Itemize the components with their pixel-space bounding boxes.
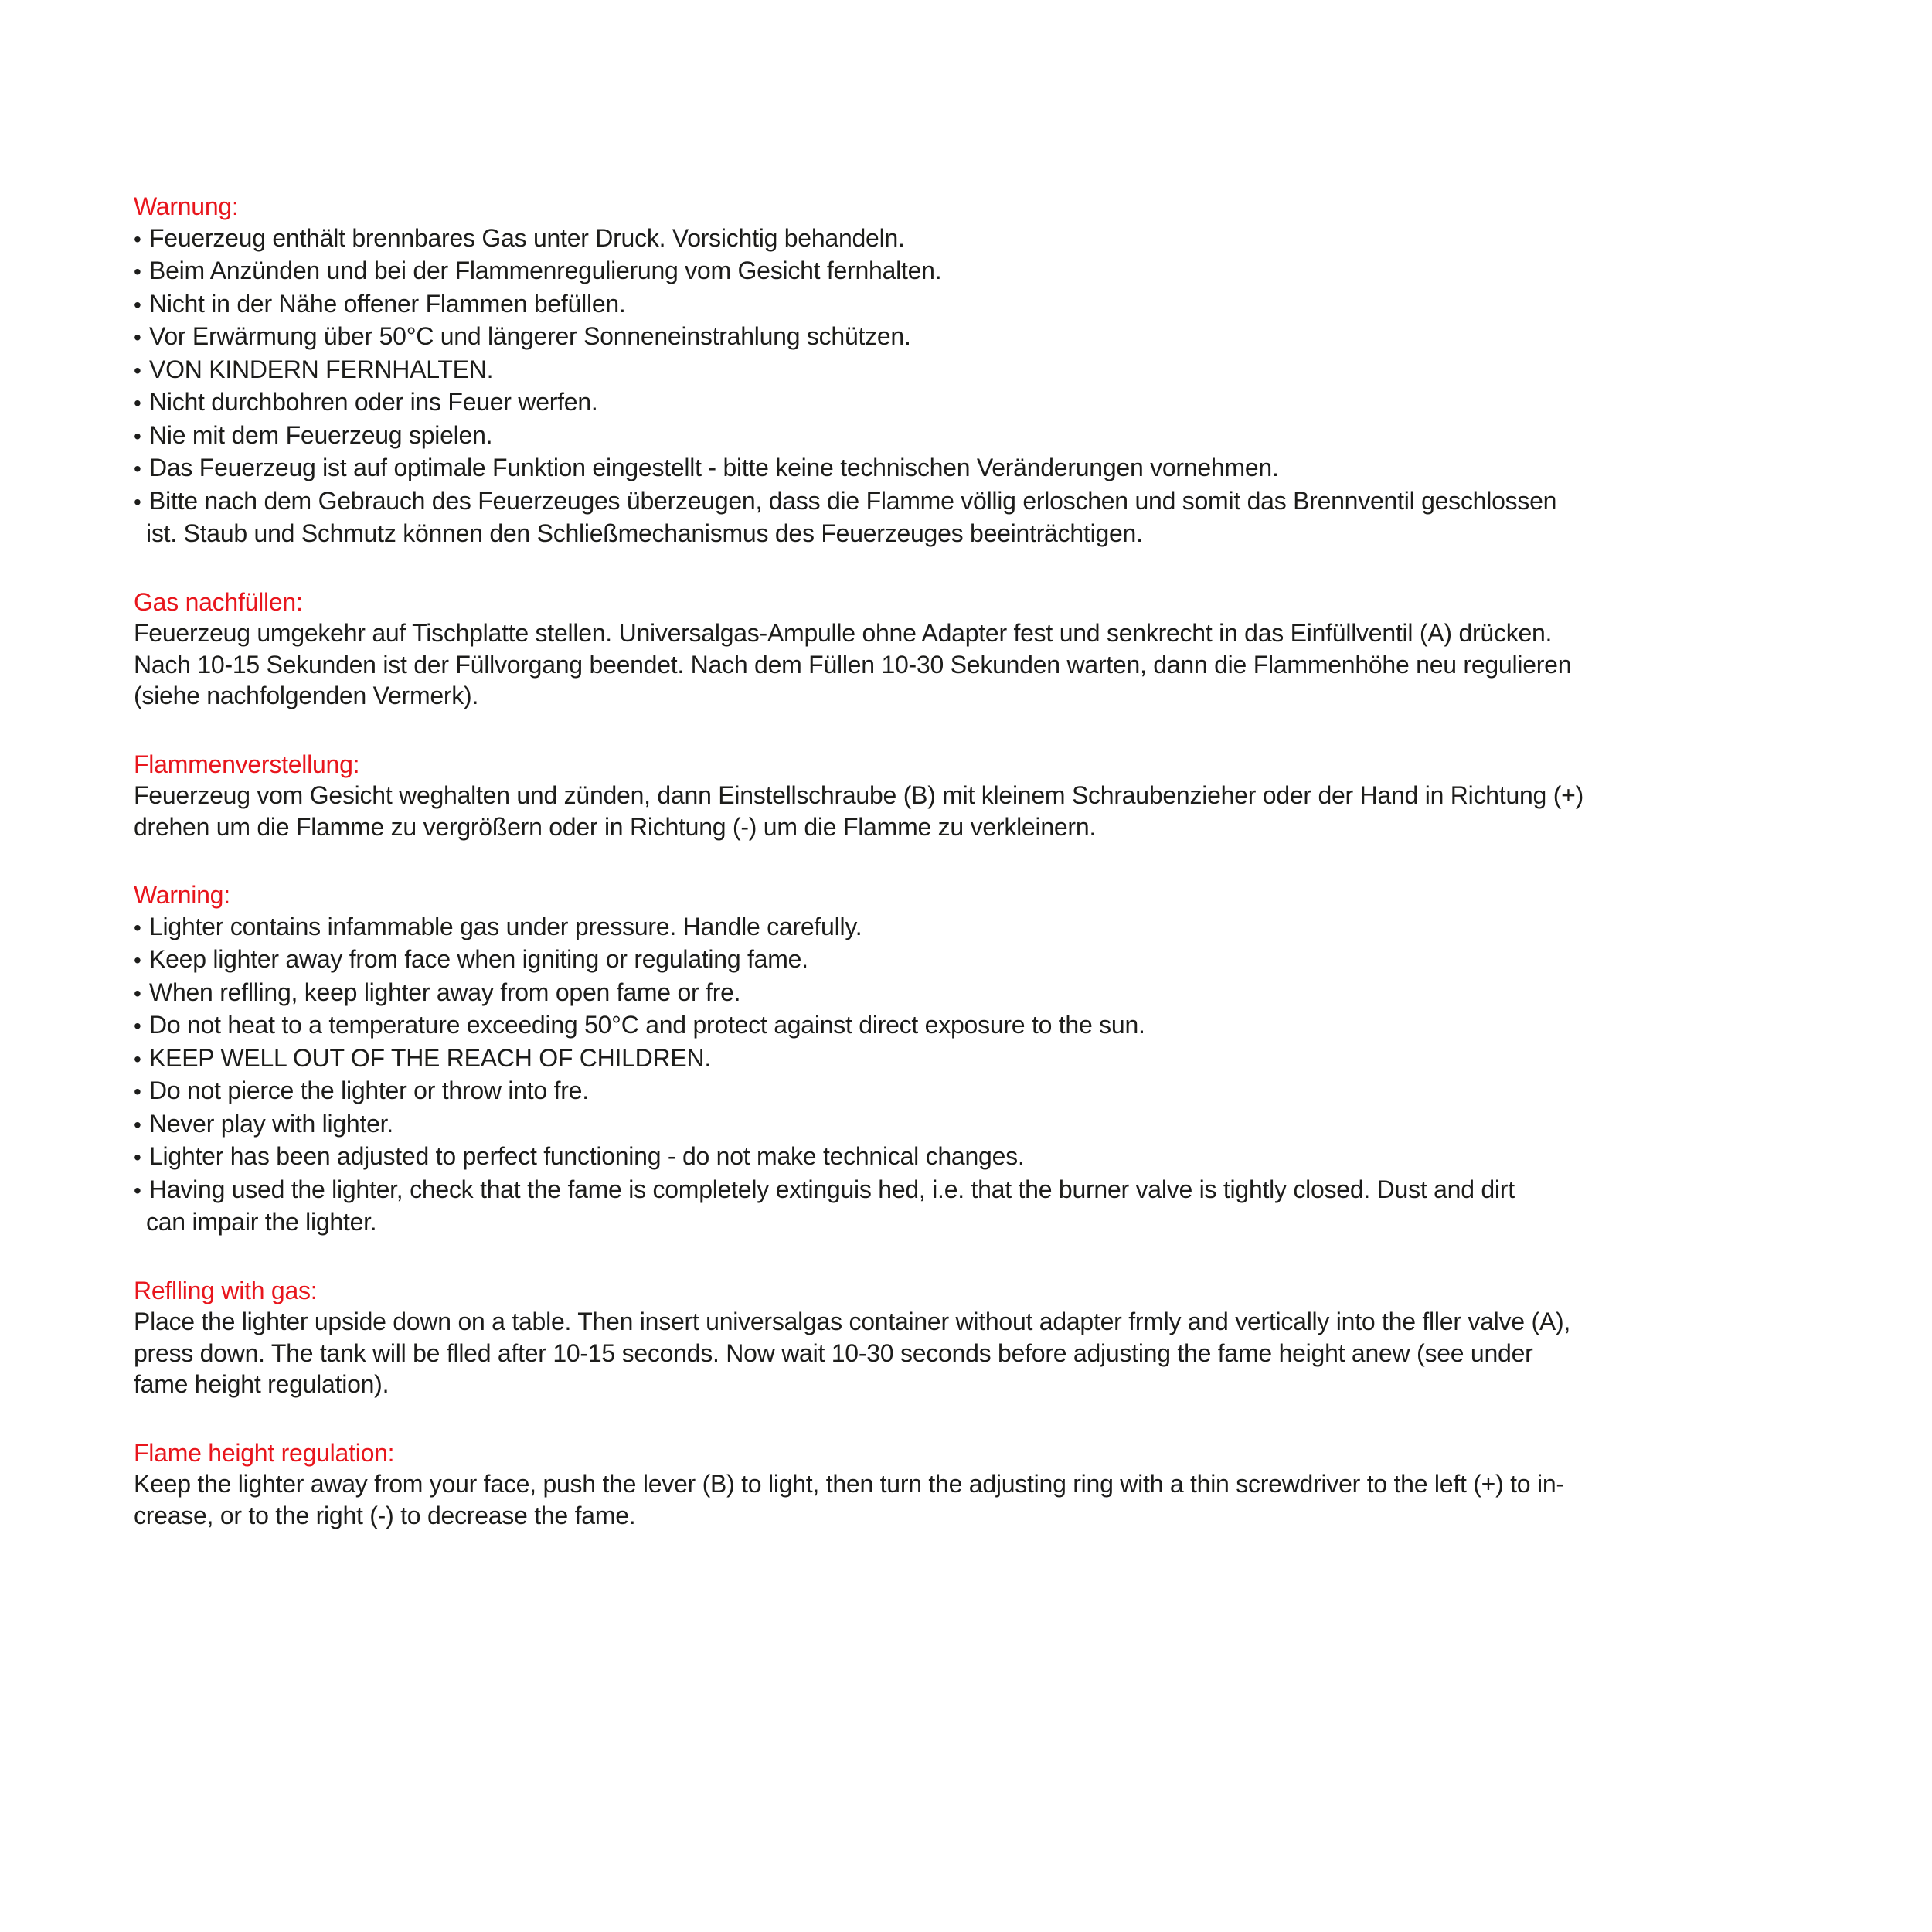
line-text: Nicht in der Nähe offener Flammen befüllen. bbox=[149, 289, 626, 318]
text-line bbox=[134, 780, 1896, 811]
section-heading-warning-en: Warning: bbox=[134, 881, 230, 909]
text-line bbox=[134, 354, 1896, 387]
bullet-icon: • bbox=[134, 948, 141, 972]
text-line bbox=[134, 1174, 1896, 1207]
section-heading-warnung-de: Warnung: bbox=[134, 192, 239, 220]
text-line bbox=[134, 680, 1896, 712]
document-content bbox=[134, 191, 1896, 1531]
bullet-icon: • bbox=[134, 325, 141, 349]
text-line bbox=[134, 1009, 1896, 1043]
section-heading-flame-height-regulation: Flame height regulation: bbox=[134, 1438, 395, 1467]
text-line bbox=[134, 485, 1896, 519]
text-line bbox=[134, 944, 1896, 977]
section-reflling-with-gas bbox=[134, 1275, 1896, 1400]
line-text: Nach 10-15 Sekunden ist der Füllvorgang beendet. Nach dem Füllen 10-30 Sekunden warten, dann die Flammenhöhe neu regulieren bbox=[134, 650, 1572, 679]
line-text: VON KINDERN FERNHALTEN. bbox=[149, 355, 494, 383]
text-line bbox=[134, 1075, 1896, 1108]
section-heading-gas-nachfuellen: Gas nachfüllen: bbox=[134, 587, 303, 616]
bullet-icon: • bbox=[134, 457, 141, 481]
text-line bbox=[134, 452, 1896, 485]
bullet-icon: • bbox=[134, 1112, 141, 1137]
bullet-icon: • bbox=[134, 981, 141, 1005]
section-warning-en bbox=[134, 879, 1896, 1238]
bullet-icon: • bbox=[134, 1178, 141, 1202]
bullet-icon: • bbox=[134, 292, 141, 317]
bullet-icon: • bbox=[134, 391, 141, 415]
line-text: Keep the lighter away from your face, push the lever (B) to light, then turn the adjusting ring with a thin screwdriver to the left (+) to in- bbox=[134, 1470, 1564, 1498]
text-line bbox=[134, 255, 1896, 288]
bullet-icon: • bbox=[134, 423, 141, 448]
bullet-icon: • bbox=[134, 1046, 141, 1071]
line-text: ist. Staub und Schmutz können den Schließmechanismus des Feuerzeuges beeinträchtigen. bbox=[146, 519, 1143, 547]
bullet-icon: • bbox=[134, 1080, 141, 1104]
line-text: Nie mit dem Feuerzeug spielen. bbox=[149, 420, 493, 449]
line-text: Never play with lighter. bbox=[149, 1109, 393, 1138]
text-line bbox=[134, 1141, 1896, 1174]
text-line bbox=[134, 518, 1896, 549]
line-text: fame height regulation). bbox=[134, 1370, 389, 1398]
line-text: Having used the lighter, check that the fame is completely extinguis hed, i.e. that the burner valve is tightly closed. Dust and dirt bbox=[149, 1175, 1515, 1203]
line-text: drehen um die Flamme zu vergrößern oder in Richtung (-) um die Flamme zu verkleinern. bbox=[134, 812, 1097, 841]
text-line bbox=[134, 1043, 1896, 1076]
line-text: Place the lighter upside down on a table. Then insert universalgas container without adapter frmly and vertically into the fller valve (A), bbox=[134, 1308, 1570, 1335]
line-text: Do not heat to a temperature exceeding 50°C and protect against direct exposure to the sun. bbox=[149, 1011, 1145, 1039]
text-line bbox=[134, 977, 1896, 1010]
text-line bbox=[134, 1338, 1896, 1369]
line-text: can impair the lighter. bbox=[146, 1208, 377, 1236]
line-text: crease, or to the right (-) to decrease the fame. bbox=[134, 1501, 636, 1529]
section-heading-flammenverstellung: Flammenverstellung: bbox=[134, 750, 360, 778]
line-text: Feuerzeug vom Gesicht weghalten und zünden, dann Einstellschraube (B) mit kleinem Schraubenzieher oder der Hand in Richtung (+) bbox=[134, 781, 1583, 809]
text-line bbox=[134, 288, 1896, 321]
bullet-icon: • bbox=[134, 915, 141, 940]
text-line bbox=[134, 811, 1896, 843]
text-line bbox=[134, 1500, 1896, 1532]
section-flammenverstellung bbox=[134, 749, 1896, 843]
text-line bbox=[134, 420, 1896, 453]
line-text: (siehe nachfolgenden Vermerk). bbox=[134, 682, 479, 709]
text-line bbox=[134, 321, 1896, 354]
line-text: Bitte nach dem Gebrauch des Feuerzeuges überzeugen, dass die Flamme völlig erloschen und somit das Brennventil geschlossen bbox=[149, 486, 1557, 515]
line-text: Lighter contains infammable gas under pressure. Handle carefully. bbox=[149, 912, 862, 940]
text-line bbox=[134, 1306, 1896, 1338]
section-warnung-de bbox=[134, 191, 1896, 549]
line-text: KEEP WELL OUT OF THE REACH OF CHILDREN. bbox=[149, 1043, 711, 1072]
text-line bbox=[134, 617, 1896, 649]
line-text: Feuerzeug enthält brennbares Gas unter Druck. Vorsichtig behandeln. bbox=[149, 223, 905, 252]
bullet-icon: • bbox=[134, 260, 141, 284]
line-text: Vor Erwärmung über 50°C und längerer Sonneneinstrahlung schützen. bbox=[149, 322, 911, 350]
text-line bbox=[134, 386, 1896, 420]
text-line bbox=[134, 1369, 1896, 1400]
line-text: Beim Anzünden und bei der Flammenregulierung vom Gesicht fernhalten. bbox=[149, 257, 942, 284]
line-text: Nicht durchbohren oder ins Feuer werfen. bbox=[149, 388, 598, 416]
line-text: When reflling, keep lighter away from open fame or fre. bbox=[149, 978, 741, 1006]
bullet-icon: • bbox=[134, 1145, 141, 1169]
text-line bbox=[134, 911, 1896, 944]
line-text: Feuerzeug umgekehr auf Tischplatte stellen. Universalgas-Ampulle ohne Adapter fest und senkrecht in das Einfüllventil (A) drücken. bbox=[134, 619, 1553, 647]
text-line bbox=[134, 1108, 1896, 1141]
line-text: Do not pierce the lighter or throw into fre. bbox=[149, 1077, 589, 1104]
bullet-icon: • bbox=[134, 489, 141, 514]
text-line bbox=[134, 1206, 1896, 1238]
bullet-icon: • bbox=[134, 358, 141, 383]
line-text: Keep lighter away from face when igniting or regulating fame. bbox=[149, 945, 808, 973]
section-gas-nachfuellen bbox=[134, 587, 1896, 712]
bullet-icon: • bbox=[134, 226, 141, 251]
line-text: Das Feuerzeug ist auf optimale Funktion eingestellt - bitte keine technischen Veränderungen vornehmen. bbox=[149, 454, 1279, 481]
section-heading-reflling-with-gas: Reflling with gas: bbox=[134, 1276, 318, 1304]
text-line bbox=[134, 649, 1896, 681]
text-line bbox=[134, 223, 1896, 256]
bullet-icon: • bbox=[134, 1014, 141, 1038]
section-flame-height-regulation bbox=[134, 1437, 1896, 1532]
line-text: Lighter has been adjusted to perfect functioning - do not make technical changes. bbox=[149, 1142, 1025, 1170]
line-text: press down. The tank will be flled after 10-15 seconds. Now wait 10-30 seconds before adjusting the fame height anew (see under bbox=[134, 1338, 1533, 1367]
text-line bbox=[134, 1468, 1896, 1500]
